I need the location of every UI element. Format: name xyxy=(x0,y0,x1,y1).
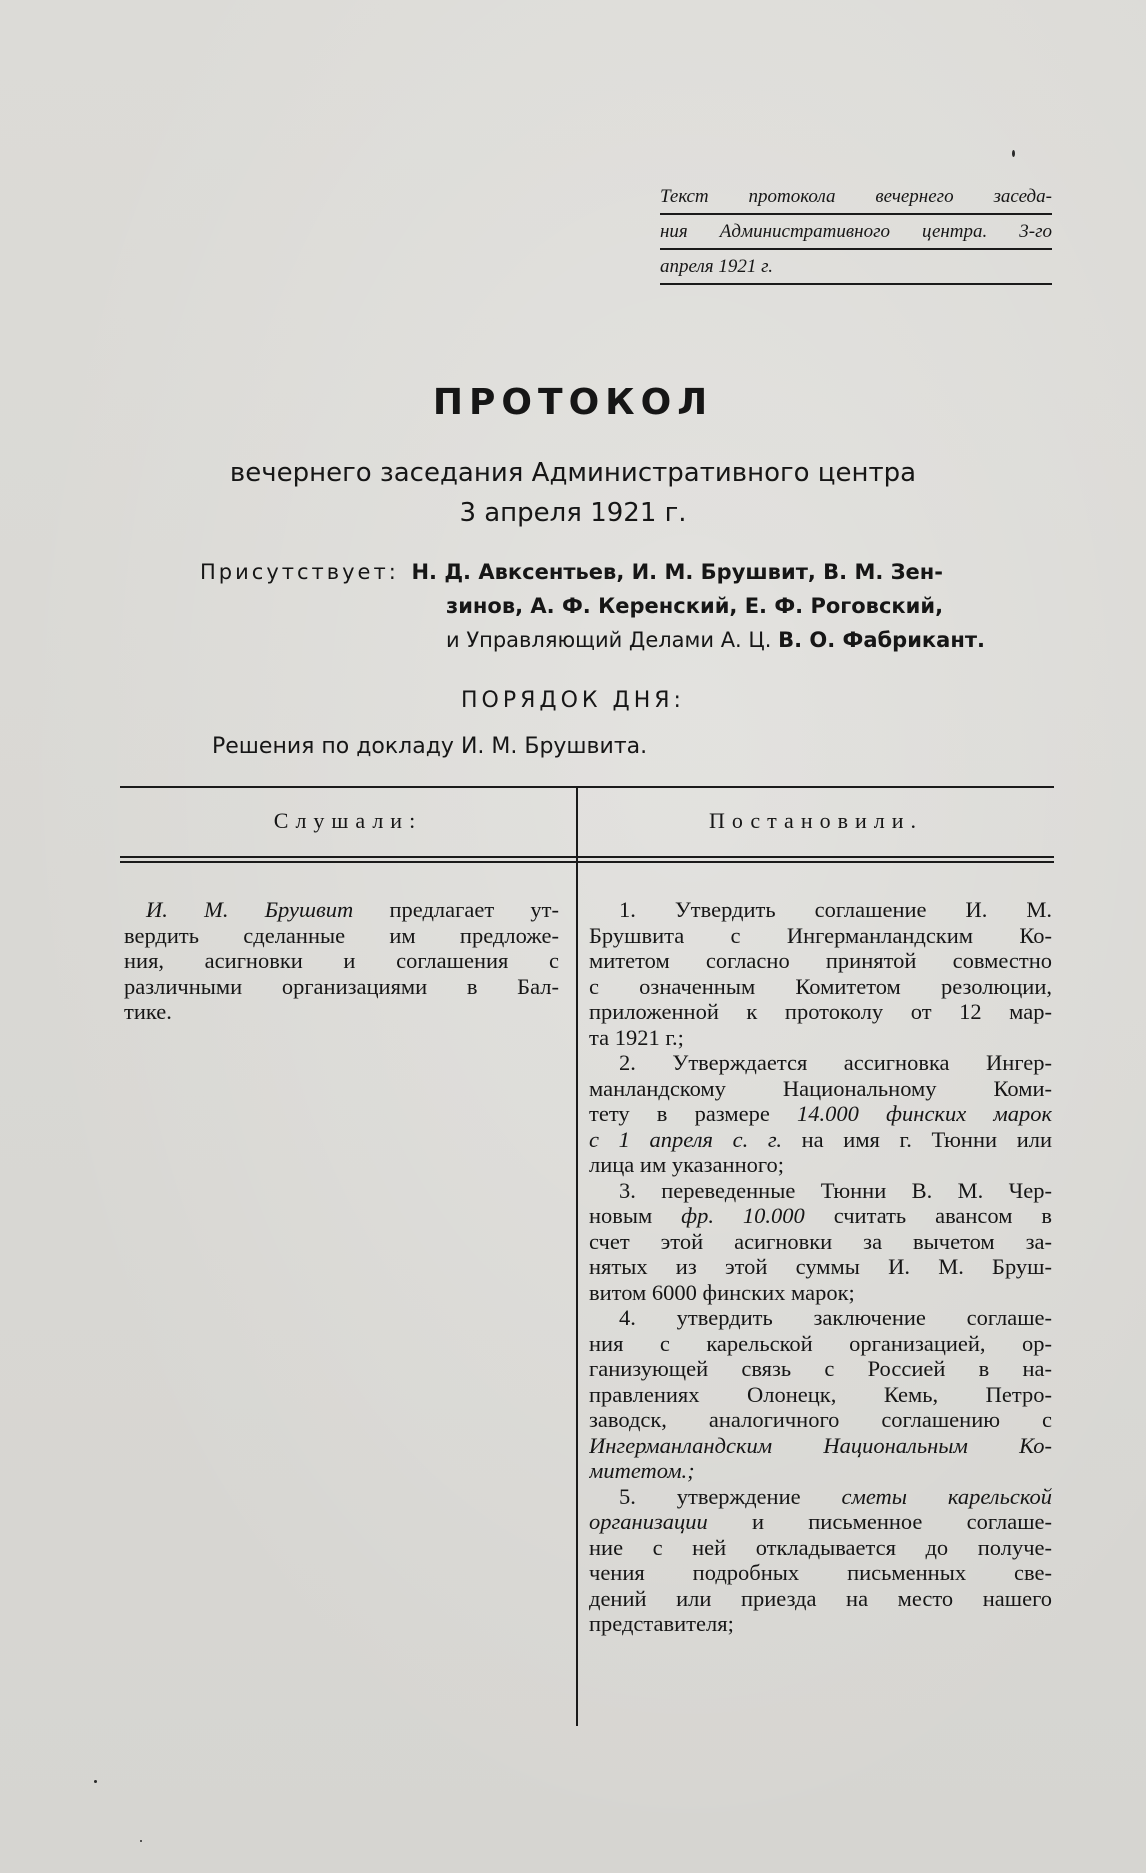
table-column-divider xyxy=(576,786,578,1726)
resolution-item-4 xyxy=(589,1305,1052,1484)
resolution-line xyxy=(589,1101,1052,1127)
resolution-line: митетом согласно принятой совместно xyxy=(589,948,1052,973)
resolution-line: дений или приезда на место нашего xyxy=(589,1585,1052,1611)
resolution-line: Ингерманландским Национальным Ко- xyxy=(589,1432,1052,1458)
resolution-text: считать авансом в xyxy=(804,1203,1052,1228)
header-note xyxy=(660,180,1052,285)
resolution-line: с означенным Комитетом резолюции, xyxy=(589,973,1052,999)
resolution-line: счет этой асигновки за вычетом за- xyxy=(589,1228,1052,1254)
resolution-line: Брушвита с Ингерманландским Ко- xyxy=(589,922,1052,948)
resolution-item-5 xyxy=(589,1484,1052,1637)
subtitle-line-2: 3 апреля 1921 г. xyxy=(459,498,687,528)
heard-line-1 xyxy=(124,897,559,923)
page-title: ПРОТОКОЛ xyxy=(432,382,714,423)
resolution-line: митетом.; xyxy=(589,1458,695,1483)
resolution-line: ние с ней откладывается до получе- xyxy=(589,1534,1052,1560)
resolution-emphasis: организации xyxy=(589,1509,708,1534)
resolution-line: 3. переведенные Тюнни В. М. Чер- xyxy=(619,1177,1052,1203)
resolution-text: новым xyxy=(589,1203,682,1228)
resolution-item-2 xyxy=(589,1050,1052,1178)
resolution-item-3 xyxy=(589,1178,1052,1306)
resolution-text: тету в размере xyxy=(589,1101,798,1126)
resolution-amount: 14.000 финских марок xyxy=(797,1101,1052,1126)
attendees-line-3-name: В. О. Фабрикант. xyxy=(778,628,986,652)
resolution-text: 5. утверждение xyxy=(619,1483,842,1509)
resolution-line: представителя; xyxy=(589,1611,734,1636)
header-note-line-2: ния Административного центра. 3-го xyxy=(660,215,1052,250)
column-heading-resolved: Постановили. xyxy=(708,808,924,833)
resolution-amount: фр. 10.000 xyxy=(681,1203,805,1228)
resolution-line: та 1921 г.; xyxy=(589,1024,684,1050)
resolution-line: манландскому Национальному Коми- xyxy=(589,1075,1052,1101)
attendees-line-3-prefix: и Управляющий Делами А. Ц. xyxy=(446,628,772,652)
resolution-line xyxy=(589,1509,1052,1535)
heard-line-3: ния, асигновки и соглашения с xyxy=(124,948,559,973)
attendees-line-1: Н. Д. Авксентьев, И. М. Брушвит, В. М. Зен- xyxy=(411,560,944,584)
heard-line-5: тике. xyxy=(124,999,172,1024)
resolution-emphasis: сметы карельской xyxy=(841,1483,1052,1509)
attendees-label: Присутствует: xyxy=(200,560,399,584)
resolution-line: лица им указанного; xyxy=(589,1152,785,1177)
table-top-rule xyxy=(120,786,1054,788)
agenda-text: Решения по докладу И. М. Брушвита. xyxy=(212,734,648,759)
heard-person-name: И. М. Брушвит xyxy=(146,897,354,922)
table-header-rule xyxy=(120,856,1054,858)
resolution-line: витом 6000 финских марок; xyxy=(589,1279,855,1305)
resolution-line: 2. Утверждается ассигновка Ингер- xyxy=(619,1050,1052,1075)
resolution-line: нятых из этой суммы И. М. Бруш- xyxy=(589,1254,1052,1279)
paper-speck xyxy=(94,1780,97,1783)
resolution-date: с 1 апреля с. г. xyxy=(589,1126,782,1152)
header-note-line-1: Текст протокола вечернего заседа- xyxy=(660,180,1052,215)
table-header-rule-double xyxy=(120,861,1054,863)
resolution-line xyxy=(589,1484,1052,1510)
heard-line-2: вердить сделанные им предложе- xyxy=(124,922,559,948)
resolution-line: 4. утвердить заключение соглаше- xyxy=(619,1305,1052,1330)
resolution-line: ния с карельской организацией, ор- xyxy=(589,1330,1052,1356)
resolution-line: чения подробных письменных све- xyxy=(589,1560,1052,1585)
agenda-heading: ПОРЯДОК ДНЯ: xyxy=(461,688,685,713)
resolution-line: приложенной к протоколу от 12 мар- xyxy=(589,999,1052,1024)
resolution-text: на имя г. Тюнни или xyxy=(781,1126,1052,1152)
paper-speck xyxy=(140,1840,142,1842)
resolution-line xyxy=(589,1203,1052,1229)
subtitle-line-1: вечернего заседания Административного центра xyxy=(229,458,917,488)
heard-line-1-text: предлагает ут- xyxy=(353,897,559,922)
heard-column xyxy=(124,897,559,1025)
resolution-line: ганизующей связь с Россией в на- xyxy=(589,1356,1052,1381)
attendees-block xyxy=(200,555,1020,657)
resolved-column xyxy=(589,897,1052,1637)
resolution-item-1 xyxy=(589,897,1052,1050)
resolution-line: заводск, аналогичного соглашению с xyxy=(589,1407,1052,1432)
heard-line-4: различными организациями в Бал- xyxy=(124,973,559,999)
header-note-line-3: апреля 1921 г. xyxy=(660,250,1052,285)
resolution-line: правлениях Олонецк, Кемь, Петро- xyxy=(589,1381,1052,1407)
column-heading-heard: Слушали: xyxy=(273,808,423,833)
resolution-text: и письменное соглаше- xyxy=(707,1509,1052,1534)
resolution-line: 1. Утвердить соглашение И. М. xyxy=(619,897,1052,922)
resolution-line xyxy=(589,1127,1052,1153)
paper-speck xyxy=(1012,150,1015,157)
attendees-line-2: зинов, А. Ф. Керенский, Е. Ф. Роговский, xyxy=(446,594,944,618)
